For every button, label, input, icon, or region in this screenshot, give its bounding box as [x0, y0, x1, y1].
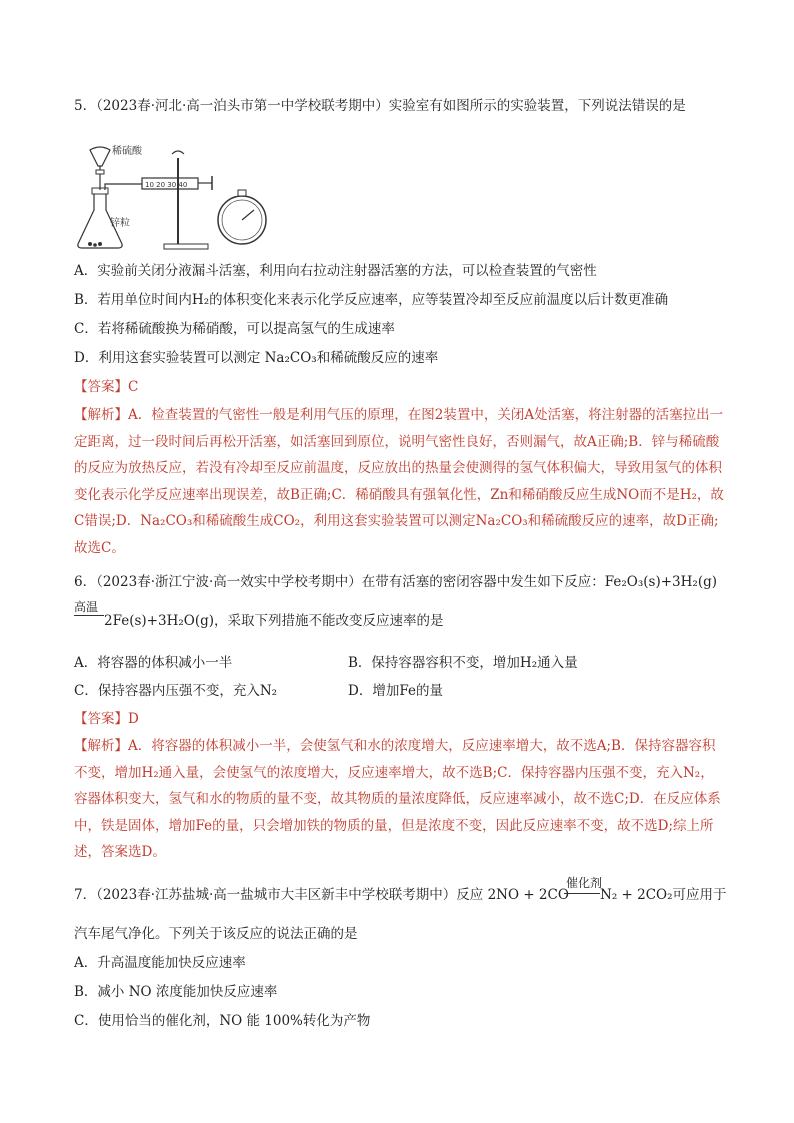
q7-stem-end: N₂ + 2CO₂可应用于 — [600, 887, 727, 903]
q7-option-b: B．减小 NO 浓度能加快反应速率 — [74, 984, 278, 1000]
q7-option-a: A．升高温度能加快反应速率 — [74, 955, 246, 971]
q7-reaction-arrow — [564, 893, 600, 894]
q5-answer: 【答案】C — [74, 379, 139, 395]
q5-analysis: 【解析】A．检查装置的气密性一般是利用气压的原理，在图2装置中，关闭A处活塞，将注射器的活塞拉出一定距离，过一段时间后再松开活塞，如活塞回到原位，说明气密性良好，否则漏气，故A正确;B．锌与稀硫酸的反应为放热反应，若没有冷却至反应前温度，反应放出的热量会使测得的氢气体积偏大，导致用氢气的体积变化表示化学反应速率出现误差，故B正确;C．稀硝酸具有强氧化性，Zn和稀硝酸反应生成NO而不是H₂，故C错误;D．Na₂CO₃和稀硫酸生成CO₂，利用这套实验装置可以测定Na₂CO₃和稀硫酸反应的速率，故D正确;故选C。 — [74, 407, 724, 556]
apparatus-figure — [72, 140, 277, 252]
q5-stem: 5．（2023春·河北·高一泊头市第一中学校联考期中）实验室有如图所示的实验装置，下列说法错误的是 — [74, 98, 686, 114]
q5-option-b: B．若用单位时间内H₂的体积变化来表示化学反应速率，应等装置冷却至反应前温度以后计数更准确 — [74, 292, 669, 308]
label-syringe-scale: 10 20 30 40 — [145, 181, 188, 189]
q6-option-d: D．增加Fe的量 — [348, 683, 443, 699]
q7-stem-continued: 汽车尾气净化。下列关于该反应的说法正确的是 — [74, 926, 358, 942]
label-dilute-sulfuric-acid: 稀硫酸 — [112, 146, 142, 157]
q5-option-a: A．实验前关闭分液漏斗活塞，利用向右拉动注射器活塞的方法，可以检查装置的气密性 — [74, 263, 597, 279]
q7-stem: 7．（2023春·江苏盐城·高一盐城市大丰区新丰中学校联考期中）反应 2NO + 2CO — [74, 887, 569, 903]
q6-stem-continued: 2Fe(s)+3H₂O(g)，采取下列措施不能改变反应速率的是 — [104, 613, 444, 629]
q6-reaction-arrow — [74, 615, 104, 616]
q6-analysis: 【解析】A．将容器的体积减小一半，会使氢气和水的浓度增大，反应速率增大，故不选A;B．保持容器容积不变，增加H₂通入量，会使氢气的浓度增大，反应速率增大，故不选B;C．保持容器内压强不变，充入N₂，容器体积变大，氢气和水的物质的量不变，故其物质的量浓度降低，反应速率减小，故不选C;D．在反应体系中，铁是固体，增加Fe的量，只会增加铁的物质的量，但是浓度不变，因此反应速率不变，故不选D;综上所述，答案选D。 — [74, 738, 721, 860]
q5-option-d: D．利用这套实验装置可以测定 Na₂CO₃和稀硫酸反应的速率 — [74, 350, 439, 366]
q6-stem: 6．（2023春·浙江宁波·高一效实中学校考期中）在带有活塞的密闭容器中发生如下反应：Fe₂O₃(s)+3H₂(g) — [74, 574, 718, 590]
q6-option-b: B．保持容器容积不变，增加H₂通入量 — [348, 655, 578, 671]
q6-reaction-condition: 高温 — [74, 600, 99, 614]
q7-option-c: C．使用恰当的催化剂，NO 能 100%转化为产物 — [74, 1013, 371, 1029]
q5-option-c: C．若将稀硫酸换为稀硝酸，可以提高氢气的生成速率 — [74, 321, 395, 337]
q6-option-a: A．将容器的体积减小一半 — [74, 655, 233, 671]
label-zinc-granules: 锌粒 — [110, 218, 130, 229]
q6-answer: 【答案】D — [74, 711, 139, 727]
q7-catalyst-label: 催化剂 — [566, 876, 603, 890]
q6-option-c: C．保持容器内压强不变，充入N₂ — [74, 683, 278, 699]
